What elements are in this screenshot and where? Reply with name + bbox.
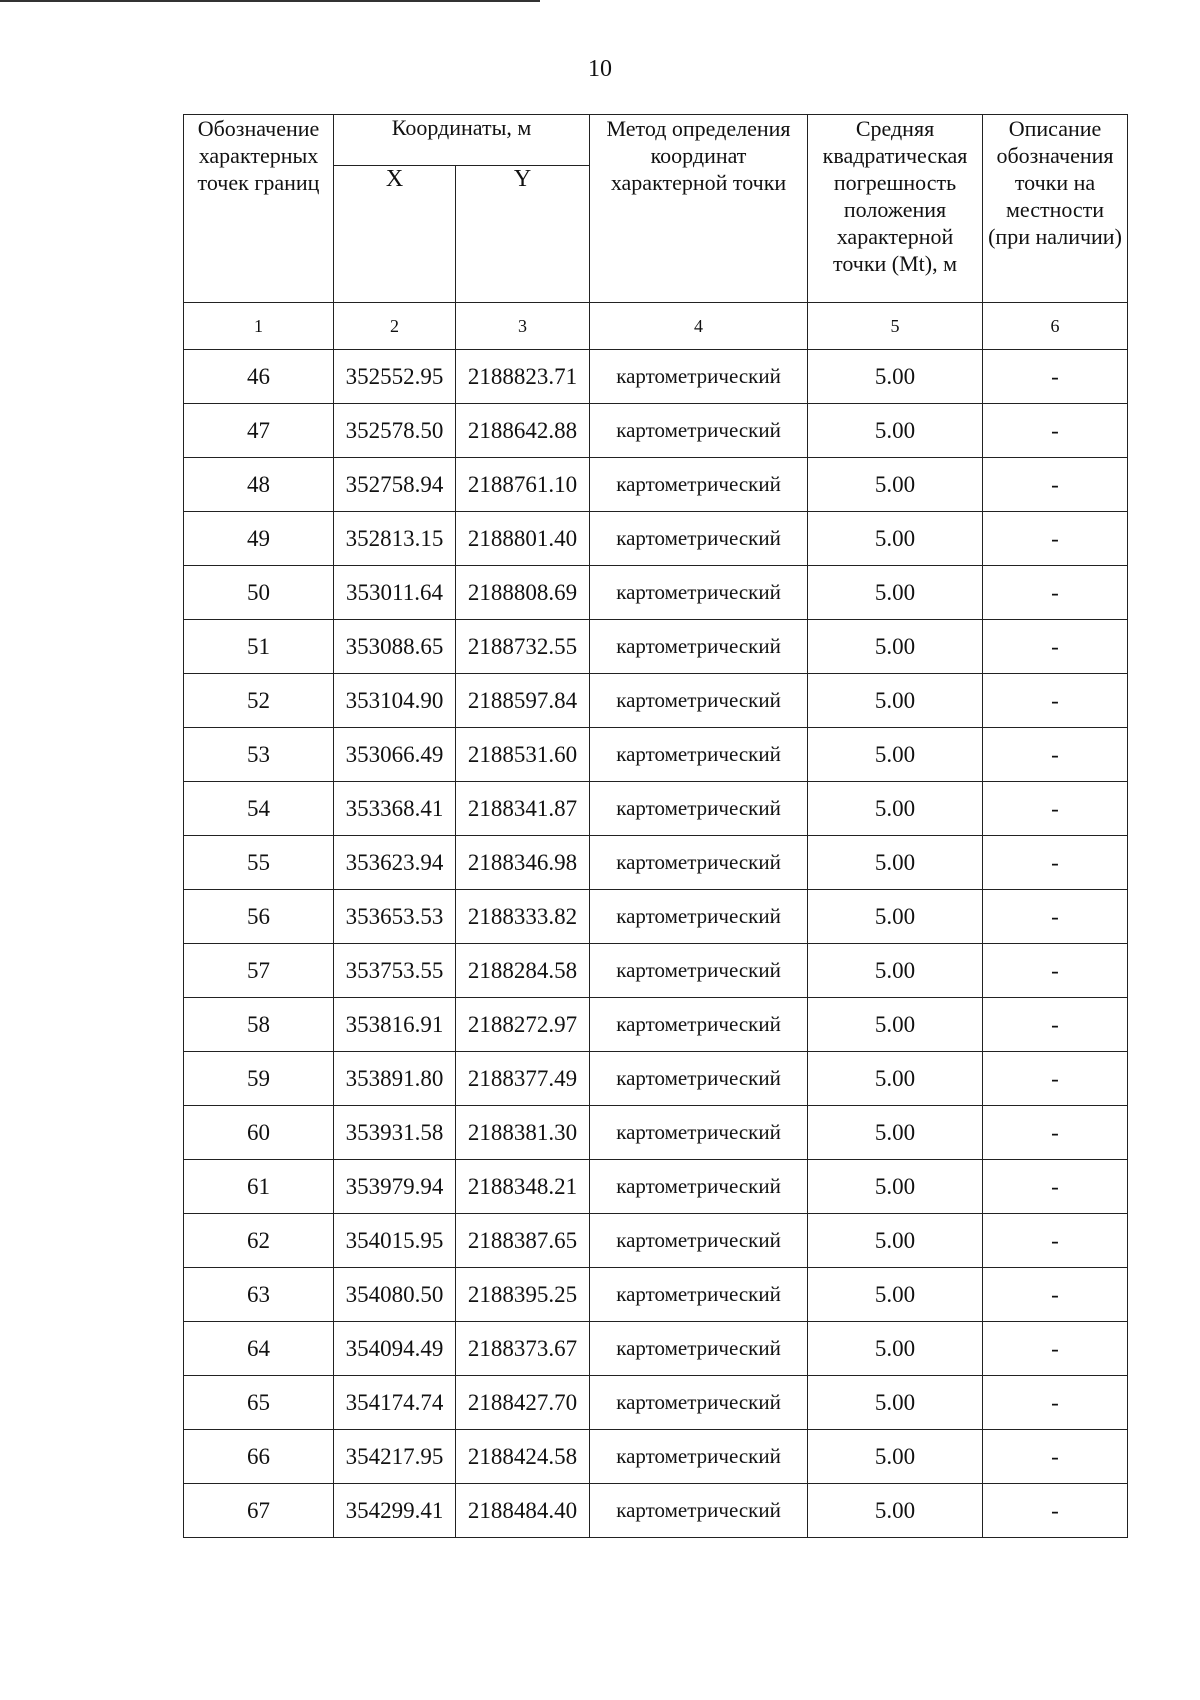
y-coordinate-cell: 2188346.98 — [456, 836, 590, 890]
description-cell: - — [983, 458, 1128, 512]
point-cell: 46 — [184, 350, 334, 404]
column-number: 1 — [184, 303, 334, 350]
y-coordinate-cell: 2188341.87 — [456, 782, 590, 836]
x-coordinate-cell: 353368.41 — [334, 782, 456, 836]
x-coordinate-cell: 352552.95 — [334, 350, 456, 404]
error-cell: 5.00 — [808, 404, 983, 458]
point-cell: 57 — [184, 944, 334, 998]
point-cell: 48 — [184, 458, 334, 512]
error-cell: 5.00 — [808, 1484, 983, 1538]
description-cell: - — [983, 350, 1128, 404]
method-cell: картометрический — [590, 728, 808, 782]
column-number: 6 — [983, 303, 1128, 350]
y-coordinate-cell: 2188424.58 — [456, 1430, 590, 1484]
point-cell: 65 — [184, 1376, 334, 1430]
error-cell: 5.00 — [808, 728, 983, 782]
header-error: Средняя квадратическая погрешность положения характерной точки (Mt), м — [808, 115, 983, 303]
y-coordinate-cell: 2188531.60 — [456, 728, 590, 782]
description-cell: - — [983, 1484, 1128, 1538]
method-cell: картометрический — [590, 1430, 808, 1484]
x-coordinate-cell: 353088.65 — [334, 620, 456, 674]
x-coordinate-cell: 354080.50 — [334, 1268, 456, 1322]
table-row — [184, 674, 1128, 728]
error-cell: 5.00 — [808, 998, 983, 1052]
x-coordinate-cell: 354299.41 — [334, 1484, 456, 1538]
table-row — [184, 620, 1128, 674]
y-coordinate-cell: 2188381.30 — [456, 1106, 590, 1160]
x-coordinate-cell: 353931.58 — [334, 1106, 456, 1160]
error-cell: 5.00 — [808, 836, 983, 890]
header-y: Y — [456, 166, 590, 303]
table-row — [184, 890, 1128, 944]
description-cell: - — [983, 1106, 1128, 1160]
table-row — [184, 458, 1128, 512]
column-number: 3 — [456, 303, 590, 350]
description-cell: - — [983, 674, 1128, 728]
error-cell: 5.00 — [808, 350, 983, 404]
table-row — [184, 782, 1128, 836]
point-cell: 51 — [184, 620, 334, 674]
y-coordinate-cell: 2188484.40 — [456, 1484, 590, 1538]
y-coordinate-cell: 2188387.65 — [456, 1214, 590, 1268]
error-cell: 5.00 — [808, 512, 983, 566]
error-cell: 5.00 — [808, 620, 983, 674]
x-coordinate-cell: 354015.95 — [334, 1214, 456, 1268]
table-row — [184, 350, 1128, 404]
y-coordinate-cell: 2188823.71 — [456, 350, 590, 404]
table-row — [184, 1322, 1128, 1376]
table-row — [184, 1214, 1128, 1268]
error-cell: 5.00 — [808, 944, 983, 998]
point-cell: 56 — [184, 890, 334, 944]
point-cell: 47 — [184, 404, 334, 458]
description-cell: - — [983, 566, 1128, 620]
column-number: 2 — [334, 303, 456, 350]
table-row — [184, 1160, 1128, 1214]
x-coordinate-cell: 352578.50 — [334, 404, 456, 458]
y-coordinate-cell: 2188761.10 — [456, 458, 590, 512]
y-coordinate-cell: 2188373.67 — [456, 1322, 590, 1376]
table-row — [184, 1268, 1128, 1322]
method-cell: картометрический — [590, 512, 808, 566]
method-cell: картометрический — [590, 1268, 808, 1322]
method-cell: картометрический — [590, 1052, 808, 1106]
y-coordinate-cell: 2188395.25 — [456, 1268, 590, 1322]
point-cell: 58 — [184, 998, 334, 1052]
table-row — [184, 1106, 1128, 1160]
description-cell: - — [983, 944, 1128, 998]
y-coordinate-cell: 2188333.82 — [456, 890, 590, 944]
error-cell: 5.00 — [808, 1376, 983, 1430]
method-cell: картометрический — [590, 674, 808, 728]
error-cell: 5.00 — [808, 782, 983, 836]
method-cell: картометрический — [590, 350, 808, 404]
page-number: 10 — [588, 56, 612, 82]
error-cell: 5.00 — [808, 1430, 983, 1484]
method-cell: картометрический — [590, 782, 808, 836]
point-cell: 50 — [184, 566, 334, 620]
header-coordinates: Координаты, м — [334, 115, 590, 166]
point-cell: 55 — [184, 836, 334, 890]
boundary-points-table — [183, 114, 1128, 1538]
table-row — [184, 1484, 1128, 1538]
error-cell: 5.00 — [808, 890, 983, 944]
point-cell: 67 — [184, 1484, 334, 1538]
table-row — [184, 1376, 1128, 1430]
header-point: Обозначение характерных точек границ — [184, 115, 334, 303]
x-coordinate-cell: 353104.90 — [334, 674, 456, 728]
table-row — [184, 512, 1128, 566]
x-coordinate-cell: 353653.53 — [334, 890, 456, 944]
point-cell: 66 — [184, 1430, 334, 1484]
x-coordinate-cell: 354217.95 — [334, 1430, 456, 1484]
table-row — [184, 944, 1128, 998]
table-body — [184, 350, 1128, 1538]
point-cell: 60 — [184, 1106, 334, 1160]
x-coordinate-cell: 353066.49 — [334, 728, 456, 782]
method-cell: картометрический — [590, 1214, 808, 1268]
table-row — [184, 566, 1128, 620]
method-cell: картометрический — [590, 1160, 808, 1214]
point-cell: 62 — [184, 1214, 334, 1268]
error-cell: 5.00 — [808, 1322, 983, 1376]
error-cell: 5.00 — [808, 1106, 983, 1160]
description-cell: - — [983, 512, 1128, 566]
x-coordinate-cell: 354174.74 — [334, 1376, 456, 1430]
x-coordinate-cell: 353891.80 — [334, 1052, 456, 1106]
description-cell: - — [983, 1322, 1128, 1376]
y-coordinate-cell: 2188272.97 — [456, 998, 590, 1052]
x-coordinate-cell: 352813.15 — [334, 512, 456, 566]
method-cell: картометрический — [590, 1376, 808, 1430]
table-row — [184, 836, 1128, 890]
x-coordinate-cell: 353623.94 — [334, 836, 456, 890]
description-cell: - — [983, 1376, 1128, 1430]
description-cell: - — [983, 404, 1128, 458]
x-coordinate-cell: 353011.64 — [334, 566, 456, 620]
y-coordinate-cell: 2188801.40 — [456, 512, 590, 566]
header-x: X — [334, 166, 456, 303]
description-cell: - — [983, 836, 1128, 890]
y-coordinate-cell: 2188284.58 — [456, 944, 590, 998]
description-cell: - — [983, 1214, 1128, 1268]
column-number: 5 — [808, 303, 983, 350]
table-row — [184, 728, 1128, 782]
description-cell: - — [983, 1430, 1128, 1484]
method-cell: картометрический — [590, 566, 808, 620]
y-coordinate-cell: 2188427.70 — [456, 1376, 590, 1430]
y-coordinate-cell: 2188808.69 — [456, 566, 590, 620]
point-cell: 52 — [184, 674, 334, 728]
error-cell: 5.00 — [808, 566, 983, 620]
column-number-row — [184, 303, 1128, 350]
point-cell: 59 — [184, 1052, 334, 1106]
x-coordinate-cell: 354094.49 — [334, 1322, 456, 1376]
y-coordinate-cell: 2188642.88 — [456, 404, 590, 458]
point-cell: 53 — [184, 728, 334, 782]
error-cell: 5.00 — [808, 1268, 983, 1322]
description-cell: - — [983, 620, 1128, 674]
method-cell: картометрический — [590, 998, 808, 1052]
y-coordinate-cell: 2188377.49 — [456, 1052, 590, 1106]
point-cell: 64 — [184, 1322, 334, 1376]
method-cell: картометрический — [590, 836, 808, 890]
point-cell: 54 — [184, 782, 334, 836]
x-coordinate-cell: 352758.94 — [334, 458, 456, 512]
method-cell: картометрический — [590, 404, 808, 458]
y-coordinate-cell: 2188732.55 — [456, 620, 590, 674]
description-cell: - — [983, 998, 1128, 1052]
y-coordinate-cell: 2188597.84 — [456, 674, 590, 728]
table-row — [184, 1052, 1128, 1106]
header-method: Метод определения координат характерной точки — [590, 115, 808, 303]
method-cell: картометрический — [590, 1484, 808, 1538]
description-cell: - — [983, 782, 1128, 836]
description-cell: - — [983, 1160, 1128, 1214]
table-row — [184, 1430, 1128, 1484]
point-cell: 49 — [184, 512, 334, 566]
table-row — [184, 998, 1128, 1052]
error-cell: 5.00 — [808, 1214, 983, 1268]
method-cell: картометрический — [590, 944, 808, 998]
y-coordinate-cell: 2188348.21 — [456, 1160, 590, 1214]
description-cell: - — [983, 1268, 1128, 1322]
column-number: 4 — [590, 303, 808, 350]
point-cell: 61 — [184, 1160, 334, 1214]
x-coordinate-cell: 353816.91 — [334, 998, 456, 1052]
error-cell: 5.00 — [808, 1052, 983, 1106]
description-cell: - — [983, 890, 1128, 944]
description-cell: - — [983, 1052, 1128, 1106]
top-rule — [0, 0, 540, 2]
error-cell: 5.00 — [808, 458, 983, 512]
table-row — [184, 404, 1128, 458]
method-cell: картометрический — [590, 620, 808, 674]
x-coordinate-cell: 353753.55 — [334, 944, 456, 998]
method-cell: картометрический — [590, 890, 808, 944]
error-cell: 5.00 — [808, 674, 983, 728]
method-cell: картометрический — [590, 1106, 808, 1160]
method-cell: картометрический — [590, 1322, 808, 1376]
method-cell: картометрический — [590, 458, 808, 512]
error-cell: 5.00 — [808, 1160, 983, 1214]
description-cell: - — [983, 728, 1128, 782]
header-description: Описание обозначения точки на местности (при наличии) — [983, 115, 1128, 303]
x-coordinate-cell: 353979.94 — [334, 1160, 456, 1214]
point-cell: 63 — [184, 1268, 334, 1322]
